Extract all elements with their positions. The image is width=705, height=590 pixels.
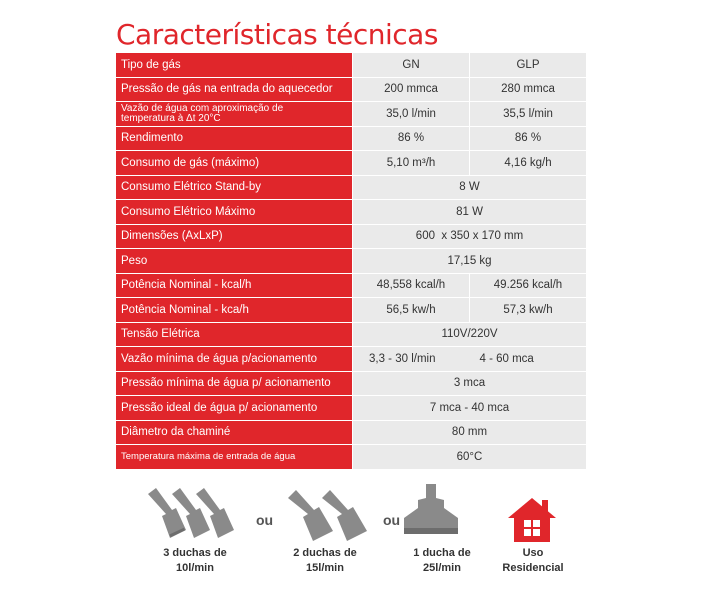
value-cell: 8 W xyxy=(353,176,586,200)
table-row xyxy=(116,372,586,396)
value-cell: 110V/220V xyxy=(353,323,586,347)
caption-line: Uso xyxy=(522,547,544,559)
caption-line: 1 ducha de xyxy=(413,547,471,559)
table-row xyxy=(116,396,586,420)
gn-cell: 56,5 kw/h xyxy=(353,298,469,322)
or-label: ou xyxy=(383,512,401,528)
table-row xyxy=(116,127,586,151)
caption-line: Residencial xyxy=(502,562,564,574)
gn-cell: 35,0 l/min xyxy=(353,102,469,126)
table-row xyxy=(116,421,586,445)
caption-line: 10l/min xyxy=(176,562,214,574)
row-label: Diâmetro da chaminé xyxy=(116,421,352,445)
table-row xyxy=(116,298,586,322)
row-label: Tensão Elétrica xyxy=(116,323,352,347)
table-row xyxy=(116,274,586,298)
value-cell: 80 mm xyxy=(353,421,586,445)
table-row xyxy=(116,78,586,102)
page-title: Características técnicas xyxy=(116,18,438,51)
table-row xyxy=(116,347,586,371)
row-label: Peso xyxy=(116,249,352,273)
value-cell: 81 W xyxy=(353,200,586,224)
glp-cell: 35,5 l/min xyxy=(470,102,586,126)
glp-cell: 57,3 kw/h xyxy=(470,298,586,322)
value-cell xyxy=(353,347,586,371)
row-label: Potência Nominal - kca/h xyxy=(116,298,352,322)
two-showers-icon xyxy=(288,490,367,541)
row-label: Dimensões (AxLxP) xyxy=(116,225,352,249)
row-label xyxy=(116,102,352,126)
value-cell: 3 mca xyxy=(353,372,586,396)
row-label: Pressão mínima de água p/ acionamento xyxy=(116,372,352,396)
option-caption xyxy=(280,546,370,576)
glp-cell: 280 mmca xyxy=(470,78,586,102)
caption-line: 25l/min xyxy=(423,562,461,574)
gn-cell: 86 % xyxy=(353,127,469,151)
row-label: Consumo Elétrico Máximo xyxy=(116,200,352,224)
row-label: Temperatura máxima de entrada de água xyxy=(116,445,352,469)
table-row xyxy=(116,249,586,273)
glp-cell: 86 % xyxy=(470,127,586,151)
caption-line: 3 duchas de xyxy=(163,547,227,559)
gn-cell: 5,10 m³/h xyxy=(353,151,469,175)
row-label: Tipo de gás xyxy=(116,53,352,77)
glp-cell: GLP xyxy=(470,53,586,77)
glp-cell: 49.256 kcal/h xyxy=(470,274,586,298)
or-label: ou xyxy=(256,512,274,528)
table-row xyxy=(116,53,586,77)
table-row xyxy=(116,200,586,224)
row-label-line2: temperatura à Δt 20°C xyxy=(121,112,221,124)
value-cell: 17,15 kg xyxy=(353,249,586,273)
row-label: Pressão de gás na entrada do aquecedor xyxy=(116,78,352,102)
house-icon xyxy=(508,498,556,542)
value-cell: 7 mca - 40 mca xyxy=(353,396,586,420)
row-label: Rendimento xyxy=(116,127,352,151)
pressure-range: 4 - 60 mca xyxy=(479,352,534,365)
row-label-line1: Vazão de água com aproximação de xyxy=(121,102,284,114)
value-cell: 600 x 350 x 170 mm xyxy=(353,225,586,249)
row-label: Pressão ideal de água p/ acionamento xyxy=(116,396,352,420)
glp-cell: 4,16 kg/h xyxy=(470,151,586,175)
three-showers-icon xyxy=(148,488,234,538)
option-caption xyxy=(488,546,578,576)
gn-cell: 48,558 kcal/h xyxy=(353,274,469,298)
table-row xyxy=(116,445,586,469)
row-label: Potência Nominal - kcal/h xyxy=(116,274,352,298)
value-cell: 60°C xyxy=(353,445,586,469)
specs-table xyxy=(116,53,586,470)
row-label: Consumo de gás (máximo) xyxy=(116,151,352,175)
table-row xyxy=(116,225,586,249)
row-label: Vazão mínima de água p/acionamento xyxy=(116,347,352,371)
table-row xyxy=(116,102,586,126)
caption-line: 15l/min xyxy=(306,562,344,574)
gn-cell: 200 mmca xyxy=(353,78,469,102)
options-icons xyxy=(0,480,705,550)
option-caption xyxy=(397,546,487,576)
caption-line: 2 duchas de xyxy=(293,547,357,559)
table-row xyxy=(116,151,586,175)
gn-cell: GN xyxy=(353,53,469,77)
row-label: Consumo Elétrico Stand-by xyxy=(116,176,352,200)
table-row xyxy=(116,323,586,347)
table-row xyxy=(116,176,586,200)
flow-range: 3,3 - 30 l/min xyxy=(369,352,436,365)
option-caption xyxy=(150,546,240,576)
one-shower-icon xyxy=(404,484,458,534)
